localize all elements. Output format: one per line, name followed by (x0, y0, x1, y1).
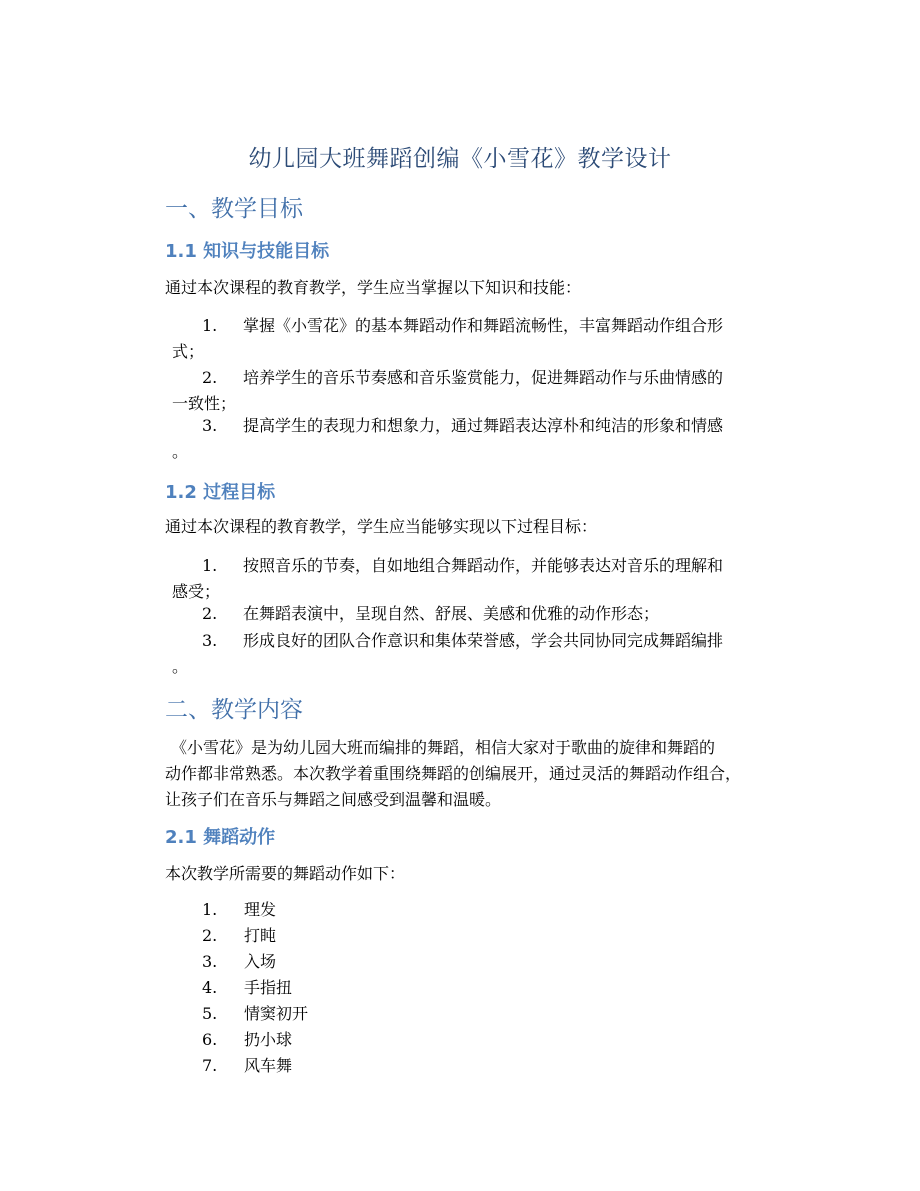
list-text: 理发 (244, 900, 277, 919)
list-text: 手指扭 (244, 978, 293, 997)
list-number: 5. (202, 1004, 218, 1023)
list-item (202, 1053, 292, 1079)
section-heading-objectives: 一、教学目标 (165, 196, 303, 222)
list-text: 情窦初开 (244, 1004, 309, 1023)
list-item (202, 949, 276, 975)
list-text-line2: 一致性； (172, 394, 237, 413)
subsection-heading-dance-moves: 2.1 舞蹈动作 (165, 827, 276, 848)
list-text-line1: 培养学生的音乐节奏感和音乐鉴赏能力，促进舞蹈动作与乐曲情感的 (243, 368, 724, 387)
list-number: 3. (202, 631, 218, 650)
list-text: 扔小球 (244, 1030, 293, 1049)
section-heading-content: 二、教学内容 (165, 697, 303, 723)
list-number: 1. (202, 556, 218, 575)
list-number: 2. (202, 926, 218, 945)
list-number: 4. (202, 978, 218, 997)
list-item (172, 628, 792, 680)
list-text-line2: 。 (172, 657, 189, 676)
paragraph-line: 动作都非常熟悉。本次教学着重围绕舞蹈的创编展开，通过灵活的舞蹈动作组合， (165, 764, 742, 783)
list-text-line2: 感受； (172, 582, 221, 601)
paragraph-process-intro: 通过本次课程的教育教学，学生应当能够实现以下过程目标： (165, 517, 598, 536)
list-number: 6. (202, 1030, 218, 1049)
list-item (202, 897, 276, 923)
list-item (202, 975, 292, 1001)
list-number: 7. (202, 1056, 218, 1075)
paragraph-dance-intro: 本次教学所需要的舞蹈动作如下： (165, 864, 406, 883)
subsection-heading-process: 1.2 过程目标 (165, 482, 276, 503)
list-number: 2. (202, 604, 218, 623)
list-text: 风车舞 (244, 1056, 293, 1075)
list-item (172, 365, 792, 417)
list-text-line1: 形成良好的团队合作意识和集体荣誉感，学会共同协同完成舞蹈编排 (243, 631, 724, 650)
list-item (172, 553, 792, 605)
list-text-line1: 按照音乐的节奏，自如地组合舞蹈动作，并能够表达对音乐的理解和 (243, 556, 724, 575)
paragraph-content (165, 735, 790, 813)
list-item (172, 413, 792, 465)
list-text-line1: 掌握《小雪花》的基本舞蹈动作和舞蹈流畅性，丰富舞蹈动作组合形 (243, 316, 724, 335)
list-text-line2: 式； (172, 342, 205, 361)
list-text: 入场 (244, 952, 277, 971)
list-item (202, 1001, 308, 1027)
list-item (172, 601, 792, 627)
paragraph-line: 让孩子们在音乐与舞蹈之间感受到温馨和温暖。 (165, 790, 502, 809)
list-item (202, 923, 276, 949)
list-text: 打盹 (244, 926, 277, 945)
list-text-line1: 提高学生的表现力和想象力，通过舞蹈表达淳朴和纯洁的形象和情感 (243, 416, 724, 435)
list-number: 3. (202, 416, 218, 435)
list-item (172, 313, 792, 365)
subsection-heading-knowledge: 1.1 知识与技能目标 (165, 241, 330, 262)
document-title: 幼儿园大班舞蹈创编《小雪花》教学设计 (248, 146, 672, 172)
paragraph-knowledge-intro: 通过本次课程的教育教学，学生应当掌握以下知识和技能： (165, 278, 582, 297)
list-number: 1. (202, 316, 218, 335)
paragraph-line: 《小雪花》是为幼儿园大班而编排的舞蹈，相信大家对于歌曲的旋律和舞蹈的 (171, 738, 716, 757)
list-item (202, 1027, 292, 1053)
list-text-line2: 。 (172, 442, 189, 461)
list-number: 2. (202, 368, 218, 387)
list-text-line1: 在舞蹈表演中，呈现自然、舒展、美感和优雅的动作形态； (243, 604, 660, 623)
list-number: 1. (202, 900, 218, 919)
list-number: 3. (202, 952, 218, 971)
